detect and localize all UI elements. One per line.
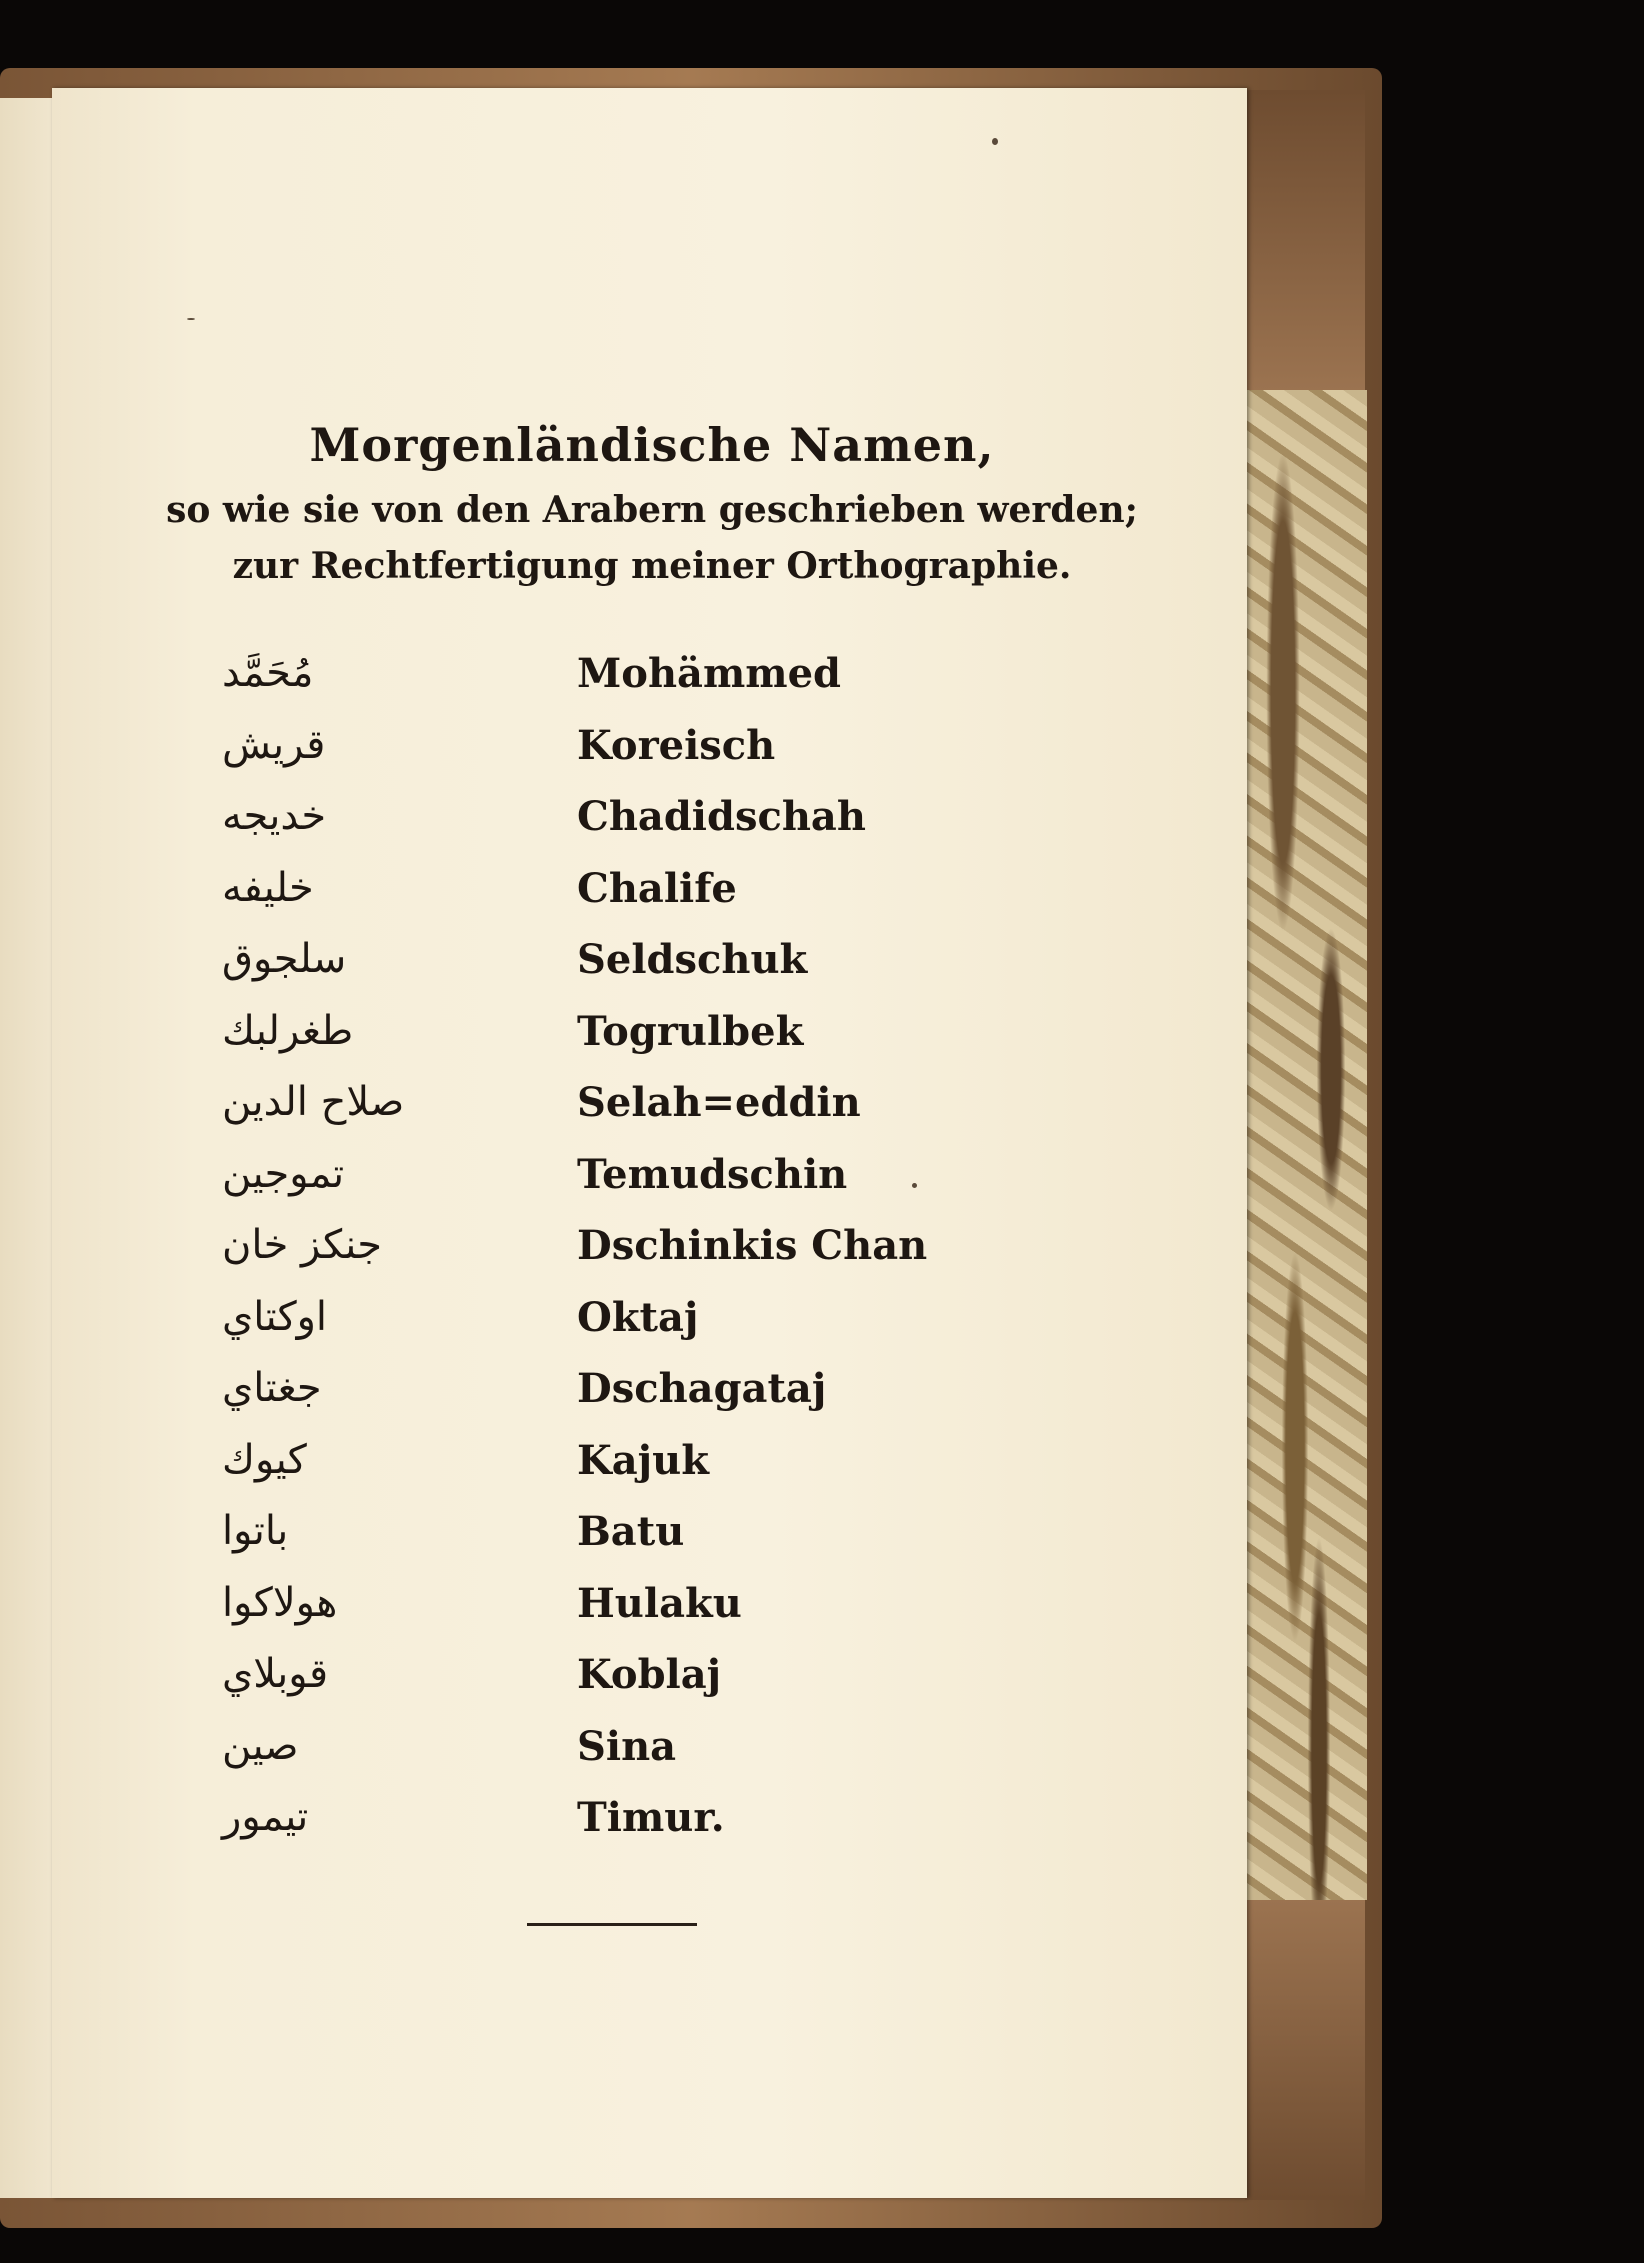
end-rule [527, 1923, 697, 1926]
latin-name: Seldschuk [577, 936, 808, 983]
latin-name: Timur. [577, 1794, 725, 1841]
list-item [222, 1008, 1122, 1080]
list-item [222, 793, 1122, 865]
latin-name: Temudschin [577, 1150, 848, 1198]
arabic-name: قريش [222, 721, 326, 768]
list-item [222, 936, 1122, 1008]
arabic-name: تموجين [222, 1150, 345, 1197]
list-item [222, 1580, 1122, 1652]
latin-name: Mohämmed [577, 650, 842, 697]
latin-name: Kajuk [577, 1436, 709, 1484]
arabic-name: جنكز خان [222, 1222, 382, 1268]
spine-leather-top [1245, 90, 1365, 390]
spine-leather-bottom [1245, 1900, 1365, 2200]
arabic-name: جغتاي [222, 1365, 322, 1411]
latin-name: Dschagataj [577, 1365, 827, 1412]
subtitle-line-1: so wie sie von den Arabern geschrieben werden; [166, 489, 1138, 531]
list-item [222, 1794, 1122, 1866]
name-list [222, 650, 1122, 1866]
paper-speck [187, 318, 195, 320]
list-item [222, 1437, 1122, 1509]
list-item [222, 722, 1122, 794]
latin-name: Koblaj [577, 1651, 722, 1698]
subtitle-line-2: zur Rechtfertigung meiner Orthographie. [232, 545, 1072, 587]
list-item [222, 1723, 1122, 1795]
paper-speck [992, 138, 998, 145]
marbled-spine [1245, 390, 1367, 1900]
arabic-name: مُحَمَّد [222, 650, 314, 696]
page-title: Morgenländische Namen, [309, 418, 995, 472]
list-item [222, 865, 1122, 937]
book-page [52, 88, 1247, 2198]
arabic-name: باتوا [222, 1508, 289, 1554]
arabic-name: سلجوق [222, 936, 347, 982]
list-item [222, 1365, 1122, 1437]
arabic-name: خديجه [222, 793, 327, 839]
latin-name: Togrulbek [577, 1007, 804, 1055]
list-item [222, 650, 1122, 722]
list-item [222, 1222, 1122, 1294]
arabic-name: قوبلاي [222, 1651, 329, 1697]
list-item [222, 1294, 1122, 1366]
arabic-name: صلاح الدين [222, 1079, 405, 1125]
latin-name: Chadidschah [577, 793, 866, 840]
arabic-name: خليفه [222, 864, 314, 911]
list-item [222, 1508, 1122, 1580]
list-item [222, 1651, 1122, 1723]
latin-name: Sina [577, 1722, 677, 1770]
arabic-name: كيوك [222, 1436, 307, 1483]
latin-name: Koreisch [577, 721, 776, 769]
arabic-name: اوكتاي [222, 1293, 328, 1340]
latin-name: Dschinkis Chan [577, 1222, 928, 1269]
arabic-name: تيمور [222, 1794, 309, 1840]
latin-name: Chalife [577, 864, 737, 912]
arabic-name: طغرلبك [222, 1007, 354, 1054]
latin-name: Selah=eddin [577, 1079, 861, 1126]
list-item [222, 1079, 1122, 1151]
latin-name: Oktaj [577, 1293, 699, 1341]
latin-name: Hulaku [577, 1579, 742, 1627]
arabic-name: صين [222, 1722, 299, 1769]
latin-name: Batu [577, 1508, 685, 1555]
arabic-name: هولاكوا [222, 1579, 338, 1626]
list-item [222, 1151, 1122, 1223]
page-heading [152, 418, 1152, 594]
